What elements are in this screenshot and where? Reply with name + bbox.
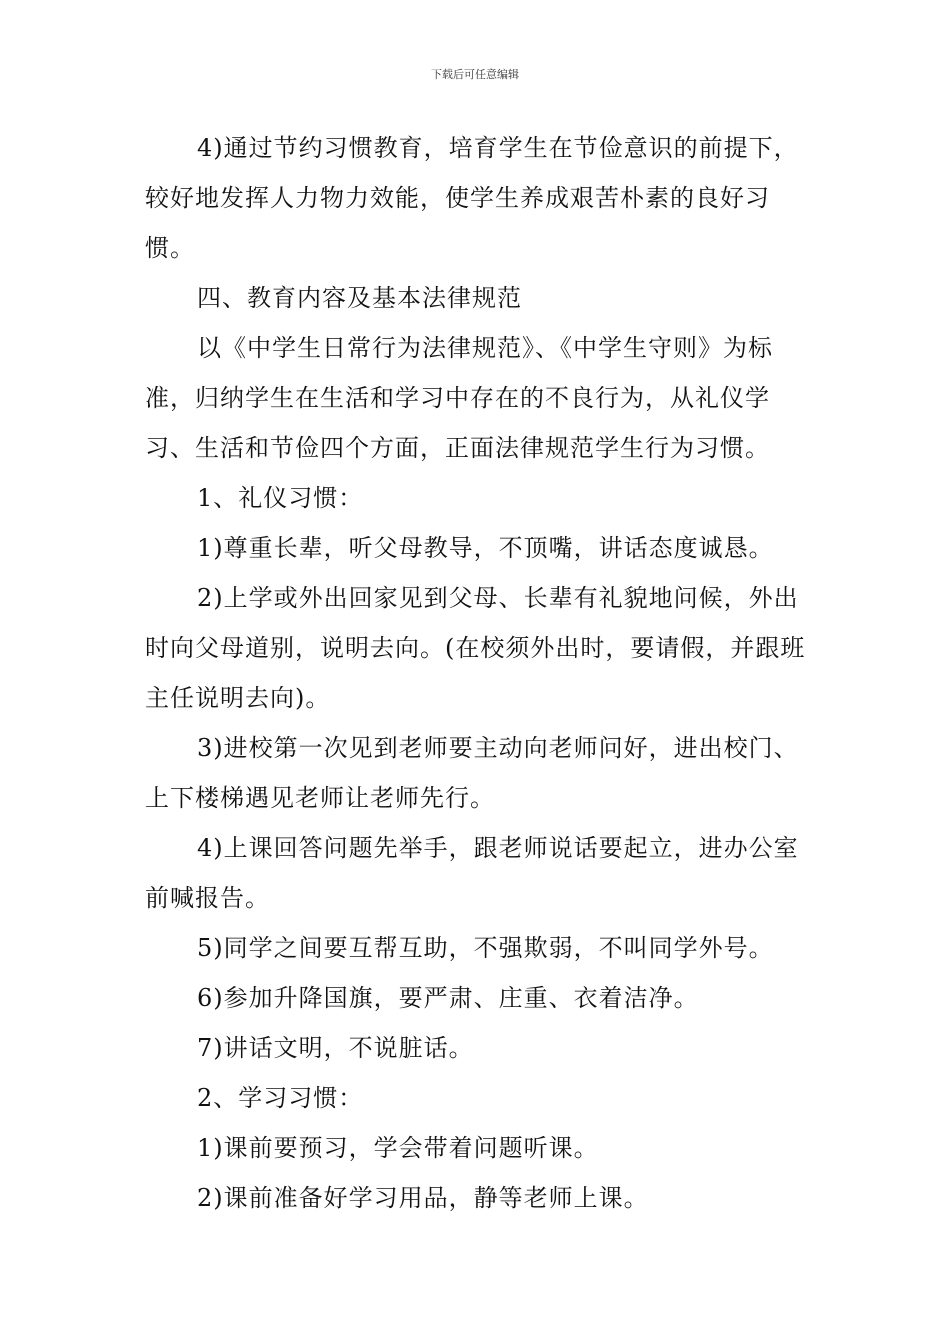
list-item-etiquette-3: 3)进校第一次见到老师要主动向老师问好，进出校门、上下楼梯遇见老师让老师先行。 — [145, 734, 799, 812]
paragraph-thrift-education: 4)通过节约习惯教育，培育学生在节俭意识的前提下，较好地发挥人力物力效能，使学生养成艰苦朴素的良好习惯。 — [145, 134, 799, 262]
document-body — [145, 123, 815, 1223]
list-item-study-1: 1)课前要预习，学会带着问题听课。 — [197, 1134, 599, 1162]
subheading-etiquette: 1、礼仪习惯： — [197, 484, 364, 512]
section-heading-content: 四、教育内容及基本法律规范 — [197, 284, 522, 312]
subheading-study: 2、学习习惯： — [197, 1084, 364, 1112]
header-note: 下载后可任意编辑 — [431, 68, 519, 81]
list-item-etiquette-2: 2)上学或外出回家见到父母、长辈有礼貌地问候，外出时向父母道别，说明去向。(在校须外出时，要请假，并跟班主任说明去向)。 — [145, 584, 806, 712]
list-item-study-2: 2)课前准备好学习用品，静等老师上课。 — [197, 1184, 649, 1212]
list-item-etiquette-5: 5)同学之间要互帮互助，不强欺弱，不叫同学外号。 — [197, 934, 774, 962]
list-item-etiquette-7: 7)讲话文明，不说脏话。 — [197, 1034, 474, 1062]
paragraph-standards-intro: 以《中学生日常行为法律规范》、《中学生守则》为标准，归纳学生在生活和学习中存在的不良行为，从礼仪学习、生活和节俭四个方面，正面法律规范学生行为习惯。 — [145, 334, 773, 462]
list-item-etiquette-6: 6)参加升降国旗，要严肃、庄重、衣着洁净。 — [197, 984, 699, 1012]
list-item-etiquette-1: 1)尊重长辈，听父母教导，不顶嘴，讲话态度诚恳。 — [197, 534, 774, 562]
list-item-etiquette-4: 4)上课回答问题先举手，跟老师说话要起立，进办公室前喊报告。 — [145, 834, 799, 912]
